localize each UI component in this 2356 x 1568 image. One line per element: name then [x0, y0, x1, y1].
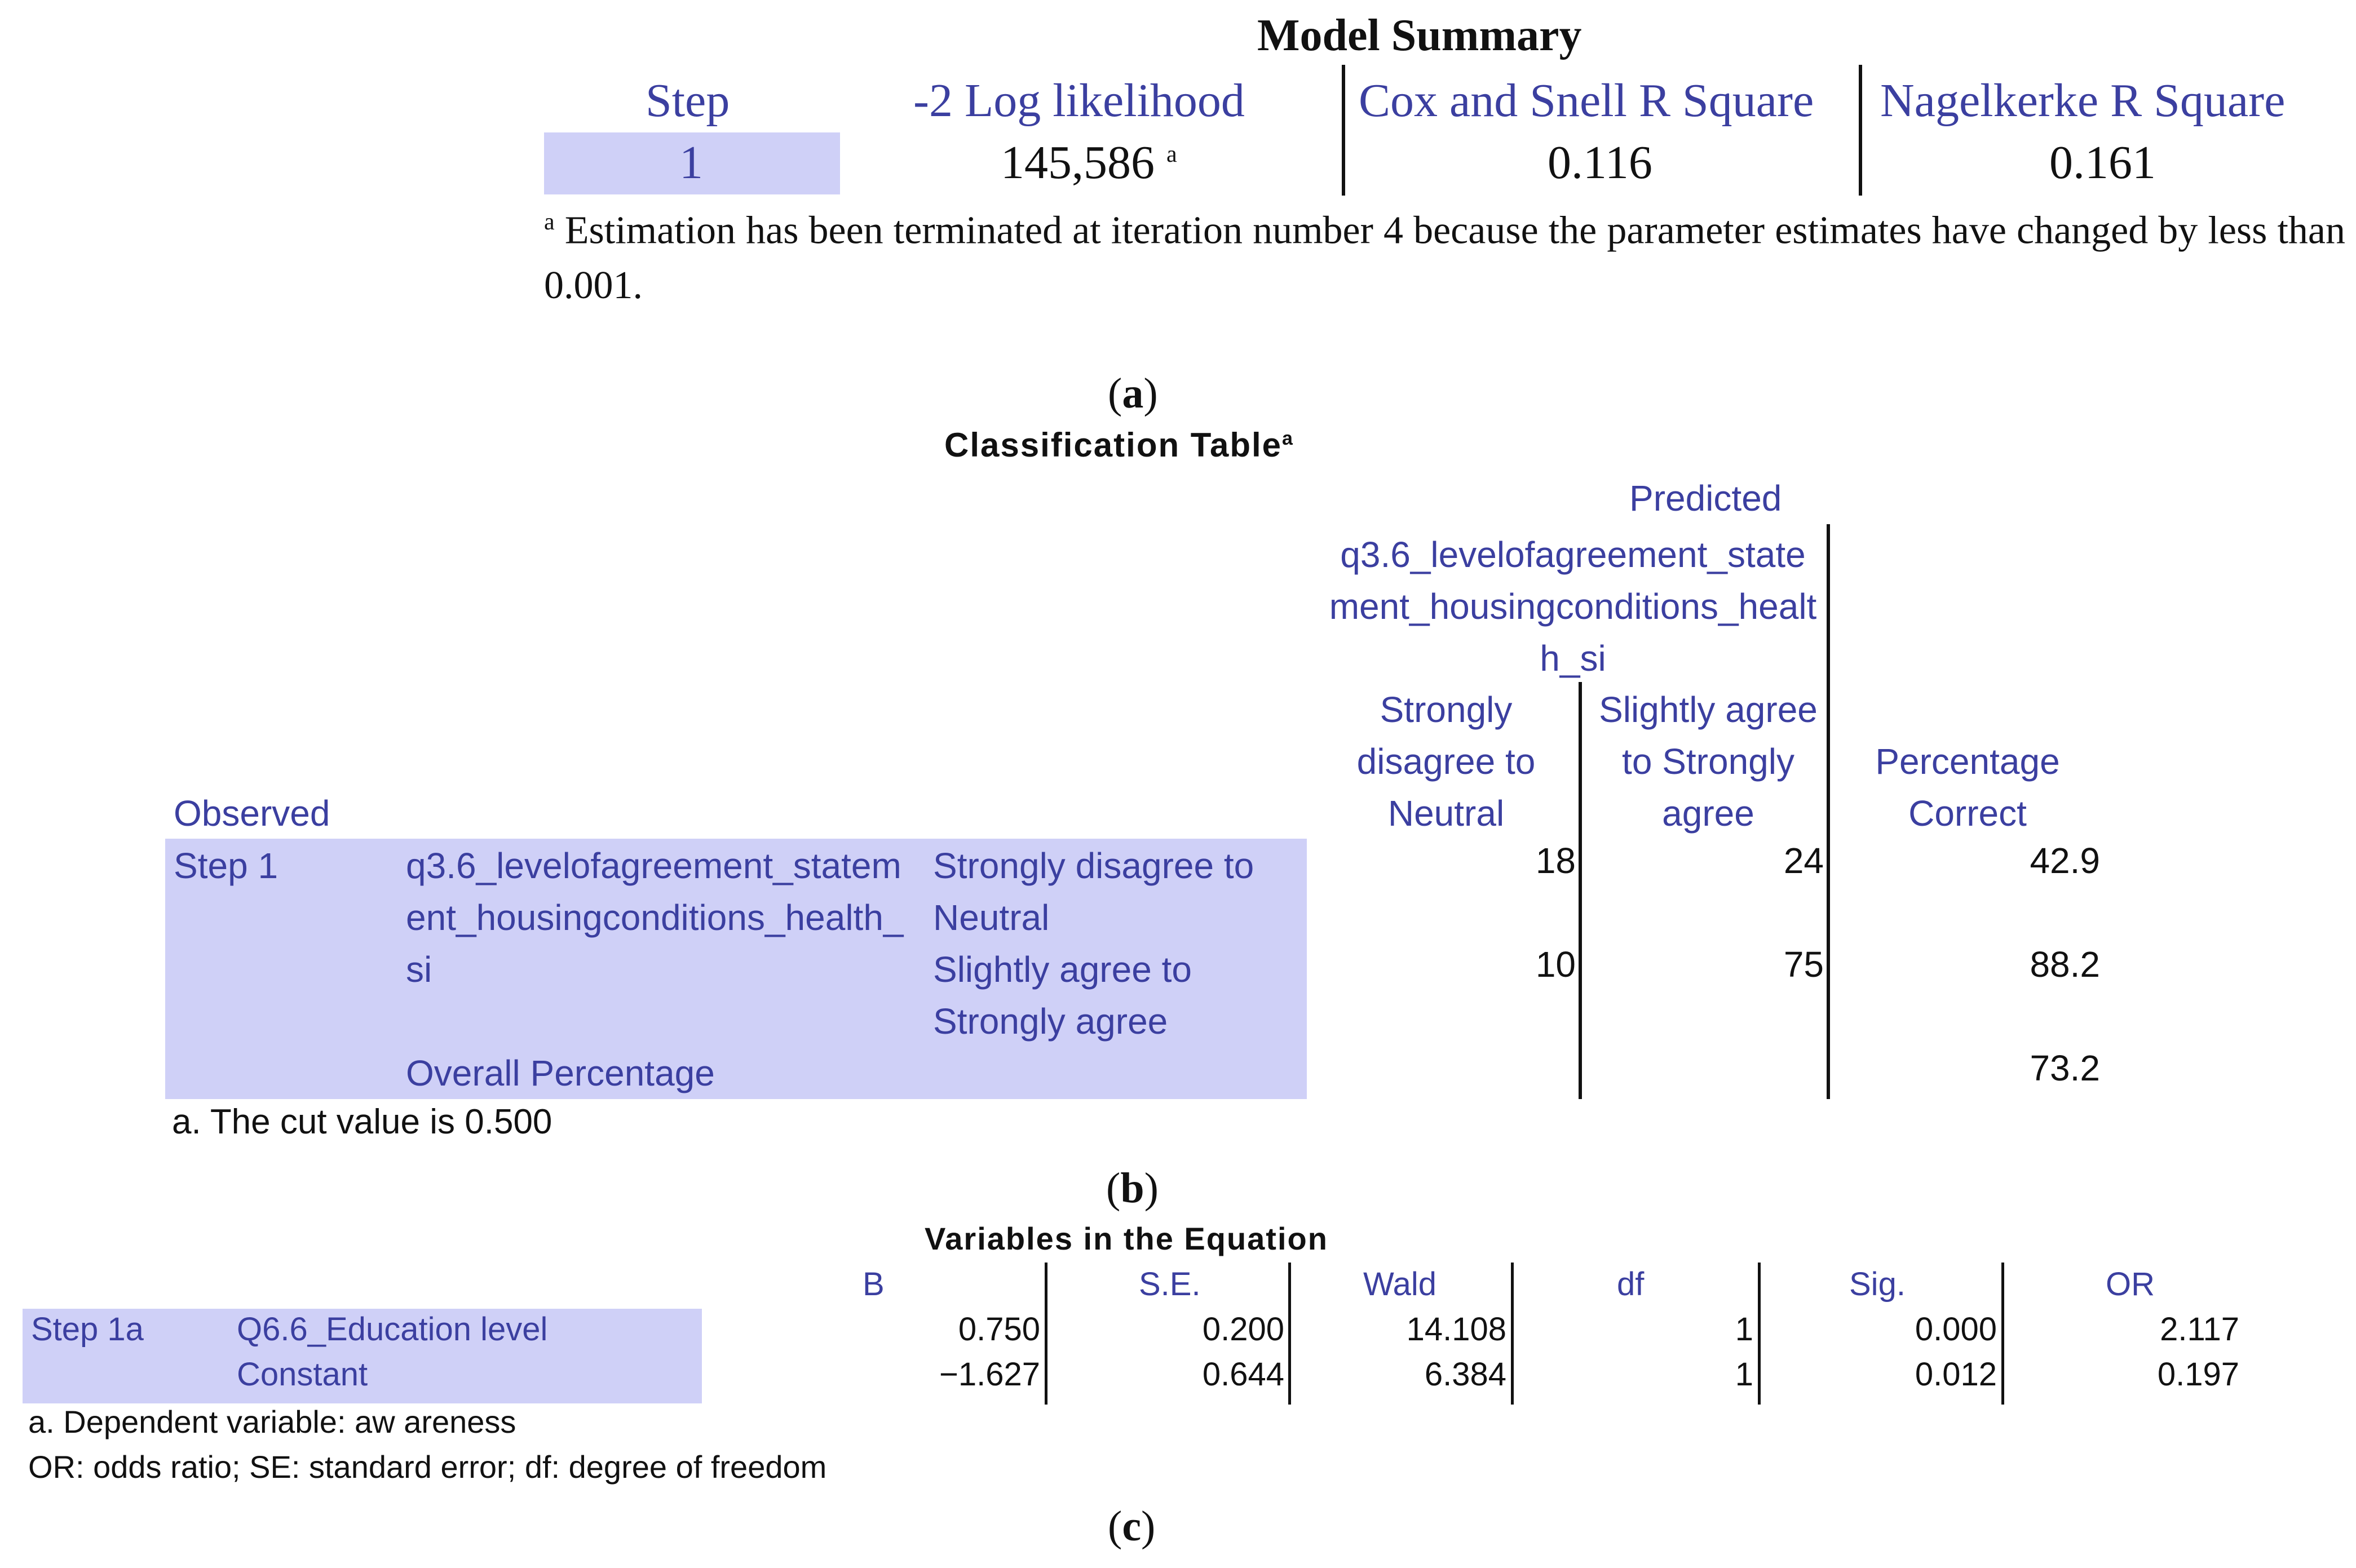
cell-or: 2.117 [2160, 1311, 2239, 1348]
classification-footnote: a. The cut value is 0.500 [172, 1102, 552, 1141]
model-summary-title: Model Summary [1257, 11, 1582, 60]
header-cox-snell: Cox and Snell R Square [1359, 74, 1814, 127]
classification-table-title: Classification Table$^a$ [944, 426, 1294, 464]
cell-se: 0.644 [1202, 1356, 1284, 1393]
col-percentage-correct: Percentage Correct [1875, 741, 2060, 834]
header-wald: Wald [1363, 1266, 1436, 1303]
cell-r1-c1: 18 [1535, 840, 1576, 881]
observed-variable: q3.6_levelofagreement_statem ent_housingconditions_health_ si [406, 845, 904, 990]
row-slightly-agree: Slightly agree to Strongly agree [933, 949, 1192, 1042]
column-divider [1511, 1263, 1514, 1405]
header-nagelkerke: Nagelkerke R Square [1880, 74, 2286, 127]
column-divider [1859, 65, 1862, 196]
column-divider [2001, 1263, 2004, 1405]
cell-r2-c2: 75 [1783, 944, 1824, 985]
row-constant-label: Constant [237, 1356, 368, 1393]
column-divider [1342, 65, 1345, 196]
nagelkerke-value: 0.161 [2049, 136, 2156, 189]
header-step: Step [646, 74, 730, 127]
header-or: OR [2106, 1266, 2155, 1303]
predicted-variable: q3.6_levelofagreement_state ment_housingconditions_healt h_si [1329, 534, 1817, 679]
cell-df: 1 [1735, 1311, 1753, 1348]
observed-header: Observed [174, 793, 330, 834]
step-1a-label: Step 1a [31, 1311, 144, 1348]
header-sig: Sig. [1849, 1266, 1906, 1303]
step-label: Step 1 [174, 845, 279, 886]
col-slightly-agree: Slightly agree to Strongly agree [1599, 689, 1818, 834]
header-b: B [863, 1266, 885, 1303]
log-likelihood-value: 145,586 $^a$ [1001, 136, 1177, 189]
header-se: S.E. [1139, 1266, 1201, 1303]
cell-r1-c3: 42.9 [2030, 840, 2100, 881]
cell-b: −1.627 [939, 1356, 1040, 1393]
equation-footnote-a: a. Dependent variable: aw areness [28, 1404, 516, 1439]
model-summary-footnote: $^a$ Estimation has been terminated at iteration number 4 because the parameter estimates have changed by less than 0.001. [544, 209, 2345, 308]
panel-label-b: (b) [1106, 1164, 1159, 1212]
overall-percentage-label: Overall Percentage [406, 1053, 715, 1093]
cell-df: 1 [1735, 1356, 1753, 1393]
cell-sig: 0.012 [1915, 1356, 1997, 1393]
column-divider [1288, 1263, 1291, 1405]
panel-label-c: (c) [1108, 1503, 1156, 1550]
column-divider [1045, 1263, 1047, 1405]
cell-wald: 6.384 [1424, 1356, 1506, 1393]
cell-wald: 14.108 [1406, 1311, 1506, 1348]
cell-sig: 0.000 [1915, 1311, 1997, 1348]
row-strongly-disagree: Strongly disagree to Neutral [933, 845, 1254, 938]
cell-se: 0.200 [1202, 1311, 1284, 1348]
cox-snell-value: 0.116 [1548, 136, 1652, 189]
cell-overall: 73.2 [2030, 1048, 2100, 1088]
col-strongly-disagree: Strongly disagree to Neutral [1356, 689, 1536, 834]
panel-label-a: (a) [1108, 370, 1158, 417]
step-value: 1 [679, 136, 703, 189]
equation-footnote-abbrev: OR: odds ratio; SE: standard error; df: degree of freedom [28, 1449, 827, 1485]
cell-or: 0.197 [2157, 1356, 2239, 1393]
cell-r2-c1: 10 [1535, 944, 1576, 985]
column-divider [1758, 1263, 1761, 1405]
cell-b: 0.750 [958, 1311, 1040, 1348]
column-divider [1827, 524, 1830, 1099]
column-divider [1579, 682, 1582, 1099]
cell-r2-c3: 88.2 [2030, 944, 2100, 985]
variables-equation-title: Variables in the Equation [925, 1221, 1328, 1256]
row-education-label: Q6.6_Education level [237, 1311, 548, 1348]
predicted-header: Predicted [1629, 478, 1782, 519]
header-df: df [1617, 1266, 1645, 1303]
header-log-likelihood: -2 Log likelihood [913, 74, 1245, 127]
cell-r1-c2: 24 [1783, 840, 1824, 881]
